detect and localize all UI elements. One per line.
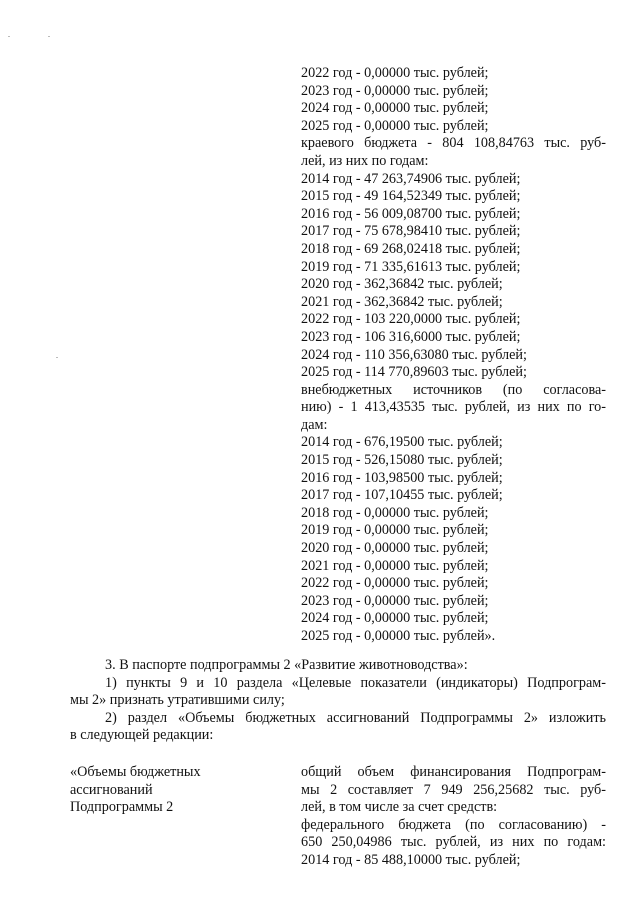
text-line: 2024 год - 0,00000 тыс. рублей;	[301, 610, 489, 627]
table-label-line: Подпрограммы 2	[70, 799, 174, 816]
text-line: 2015 год - 526,15080 тыс. рублей;	[301, 452, 503, 469]
scan-speck	[8, 36, 10, 37]
text-line: дам:	[301, 416, 328, 433]
scan-speck	[56, 357, 58, 358]
text-line: 2018 год - 0,00000 тыс. рублей;	[301, 504, 489, 521]
table-value-line: общий объем финансирования Подпрограм-	[301, 764, 606, 780]
paragraph-line: мы 2» признать утратившими силу;	[70, 692, 285, 709]
text-line: 2020 год - 0,00000 тыс. рублей;	[301, 540, 489, 557]
text-line: 2022 год - 0,00000 тыс. рублей;	[301, 65, 489, 81]
text-line: лей, из них по годам:	[301, 152, 429, 169]
amendment-paragraphs	[70, 657, 606, 745]
paragraph-heading: 3. В паспорте подпрограммы 2 «Развитие животноводства»:	[105, 657, 468, 673]
text-line: 2024 год - 0,00000 тыс. рублей;	[301, 100, 489, 117]
table-left-cell	[70, 764, 280, 817]
text-line: 2025 год - 0,00000 тыс. рублей;	[301, 117, 489, 134]
text-line: 2014 год - 676,19500 тыс. рублей;	[301, 434, 503, 451]
text-line: 2023 год - 0,00000 тыс. рублей;	[301, 592, 489, 609]
text-line: 2025 год - 0,00000 тыс. рублей».	[301, 628, 496, 644]
paragraph-line: в следующей редакции:	[70, 727, 214, 744]
text-line: 2016 год - 103,98500 тыс. рублей;	[301, 469, 503, 486]
table-value-line: лей, в том числе за счет средств:	[301, 799, 498, 816]
table-label-line: «Объемы бюджетных	[70, 764, 201, 780]
text-line: 2022 год - 0,00000 тыс. рублей;	[301, 575, 489, 592]
text-line: 2017 год - 107,10455 тыс. рублей;	[301, 487, 503, 504]
text-line: 2025 год - 114 770,89603 тыс. рублей;	[301, 364, 527, 381]
scan-speck	[48, 36, 50, 37]
text-line: 2016 год - 56 009,08700 тыс. рублей;	[301, 205, 521, 222]
text-line: 2021 год - 362,36842 тыс. рублей;	[301, 293, 503, 310]
paragraph-line: 2) раздел «Объемы бюджетных ассигнований Подпрограммы 2» изложить	[105, 709, 606, 726]
text-line: внебюджетных источников (по согласова-	[301, 381, 606, 398]
table-label-line: ассигнований	[70, 781, 153, 798]
text-line: 2021 год - 0,00000 тыс. рублей;	[301, 557, 489, 574]
text-line: краевого бюджета - 804 108,84763 тыс. руб-	[301, 135, 606, 152]
text-line: 2022 год - 103 220,0000 тыс. рублей;	[301, 311, 521, 328]
text-line: 2017 год - 75 678,98410 тыс. рублей;	[301, 223, 521, 240]
text-line: 2018 год - 69 268,02418 тыс. рублей;	[301, 240, 521, 257]
text-line: нию) - 1 413,43535 тыс. рублей, из них по го-	[301, 399, 606, 416]
text-line: 2019 год - 71 335,61613 тыс. рублей;	[301, 258, 521, 275]
text-line: 2023 год - 0,00000 тыс. рублей;	[301, 82, 489, 99]
text-line: 2014 год - 47 263,74906 тыс. рублей;	[301, 170, 521, 187]
text-line: 2023 год - 106 316,6000 тыс. рублей;	[301, 328, 521, 345]
text-line: 2020 год - 362,36842 тыс. рублей;	[301, 276, 503, 293]
text-line: 2024 год - 110 356,63080 тыс. рублей;	[301, 346, 527, 363]
text-line: 2019 год - 0,00000 тыс. рублей;	[301, 522, 489, 539]
table-value-line: федерального бюджета (по согласованию) -	[301, 816, 606, 833]
paragraph-line: 1) пункты 9 и 10 раздела «Целевые показатели (индикаторы) Подпрограм-	[105, 674, 606, 691]
funding-column	[301, 65, 606, 646]
table-value-line: 2014 год - 85 488,10000 тыс. рублей;	[301, 851, 521, 868]
text-line: 2015 год - 49 164,52349 тыс. рублей;	[301, 188, 521, 205]
table-value-line: мы 2 составляет 7 949 256,25682 тыс. руб-	[301, 781, 606, 798]
table-value-line: 650 250,04986 тыс. рублей, из них по годам:	[301, 834, 606, 851]
table-right-cell	[301, 764, 606, 870]
